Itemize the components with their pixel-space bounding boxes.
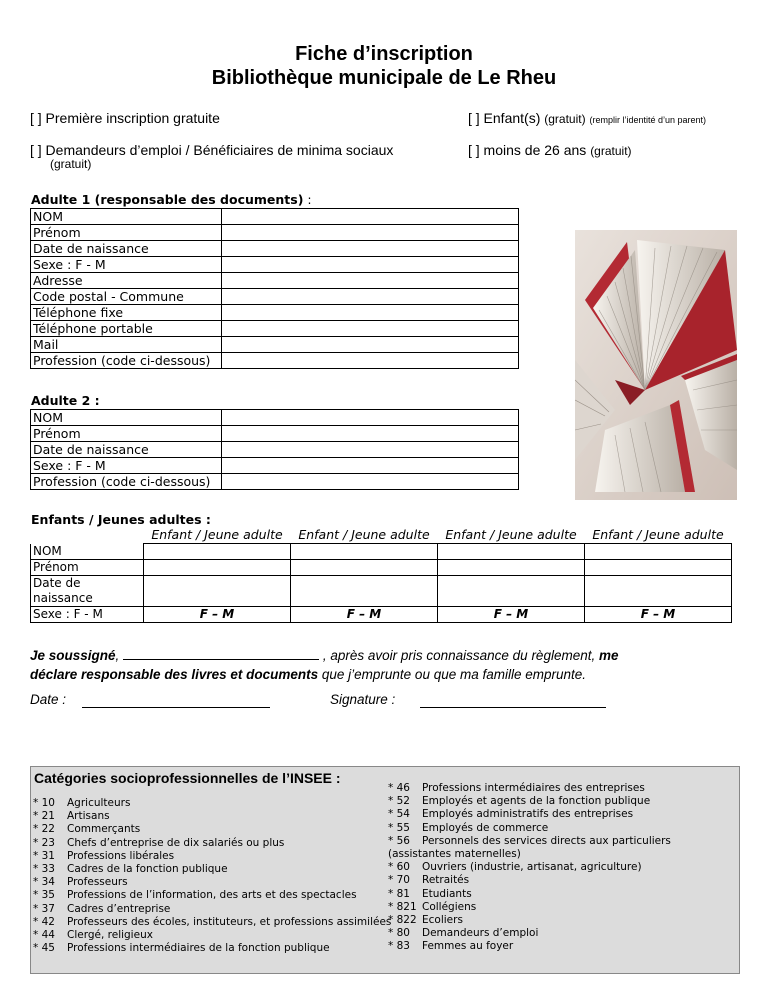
category-label: Agriculteurs: [67, 797, 131, 809]
declaration: [30, 646, 740, 684]
adult2-row: [31, 442, 519, 458]
category-code: * 52: [388, 795, 410, 808]
categories-title: Catégories socioprofessionnelles de l’INSEE :: [34, 770, 341, 786]
adult1-label: Téléphone portable: [31, 321, 222, 337]
option-child[interactable]: [468, 110, 706, 126]
category-item: [388, 874, 734, 887]
category-code: * 31: [33, 849, 55, 862]
category-code: * 83: [388, 940, 410, 953]
children-field[interactable]: [291, 560, 438, 576]
category-item: [33, 863, 391, 876]
adult1-row: [31, 321, 519, 337]
children-field[interactable]: [291, 544, 438, 560]
children-row-label: Prénom: [31, 560, 144, 576]
adult1-field[interactable]: [222, 321, 519, 337]
category-code: * 21: [33, 810, 55, 823]
category-item: [33, 797, 391, 810]
category-label: Cadres d’entreprise: [67, 902, 171, 915]
category-item: [388, 822, 734, 835]
category-label: Professions de l’information, des arts et des spectacles: [67, 889, 357, 902]
adult1-label: NOM: [31, 209, 222, 225]
children-field[interactable]: [438, 544, 585, 560]
category-label: Ecoliers: [422, 914, 463, 927]
declaration-me: me: [598, 648, 619, 663]
categories-box: [30, 766, 740, 974]
adult1-field[interactable]: [222, 273, 519, 289]
category-item: [388, 914, 734, 927]
category-code: * 10: [33, 797, 55, 809]
category-label: Professeurs: [67, 876, 128, 889]
adult1-row: [31, 273, 519, 289]
children-sex-field[interactable]: F – M: [144, 607, 291, 623]
adult1-label: Prénom: [31, 225, 222, 241]
children-field[interactable]: [585, 544, 732, 560]
category-label: Cadres de la fonction publique: [67, 863, 228, 876]
adult2-field[interactable]: [222, 410, 519, 426]
category-item: [33, 916, 391, 929]
children-table: [30, 525, 732, 623]
category-code: * 821: [388, 900, 417, 913]
category-label: Personnels des services directs aux particuliers (assistantes maternelles): [388, 834, 671, 861]
adult1-label: Mail: [31, 337, 222, 353]
adult1-row: [31, 225, 519, 241]
category-label: Retraités: [422, 874, 470, 887]
children-field[interactable]: [585, 560, 732, 576]
adult1-heading-text: Adulte 1 (responsable des documents): [31, 192, 304, 207]
category-label: Artisans: [67, 810, 110, 823]
adult1-heading-colon: :: [303, 192, 312, 207]
categories-left-list: [33, 797, 391, 955]
declaration-text-1: , après avoir pris connaissance du règlement,: [322, 648, 599, 663]
adult2-row: [31, 474, 519, 490]
adult1-field[interactable]: [222, 337, 519, 353]
children-row: [31, 544, 732, 560]
category-item: [388, 901, 734, 914]
category-label: Femmes au foyer: [422, 940, 514, 953]
category-item: [388, 861, 734, 874]
categories-right-list: [388, 782, 734, 954]
adult1-row: [31, 241, 519, 257]
category-code: * 55: [388, 821, 410, 834]
category-label: Professions intermédiaires des entreprises: [422, 782, 645, 794]
adult1-field[interactable]: [222, 225, 519, 241]
category-code: * 56: [388, 834, 410, 847]
children-row-label: NOM: [31, 544, 144, 560]
category-label: Professeurs des écoles, instituteurs, et professions assimilées: [67, 915, 392, 928]
adult1-field[interactable]: [222, 353, 519, 369]
category-code: * 37: [33, 902, 55, 915]
category-item: [33, 850, 391, 863]
children-row: [31, 607, 732, 623]
category-code: * 70: [388, 874, 410, 887]
option-child-free: (gratuit): [544, 112, 586, 126]
option-child-label: [ ] Enfant(s): [468, 110, 541, 126]
adult1-label: Adresse: [31, 273, 222, 289]
category-label: Ouvriers (industrie, artisanat, agriculture): [422, 861, 642, 874]
signature-label: Signature :: [330, 692, 396, 707]
adult1-label: Date de naissance: [31, 241, 222, 257]
category-item: [33, 889, 391, 902]
page-title: Fiche d’inscription: [295, 43, 473, 65]
option-jobseekers[interactable]: [ ] Demandeurs d’emploi / Bénéficiaires de minima sociaux: [30, 142, 394, 158]
adult1-row: [31, 257, 519, 273]
category-item: [33, 823, 391, 836]
category-code: * 23: [33, 836, 55, 849]
adult2-label: Date de naissance: [31, 442, 222, 458]
children-column-header: Enfant / Jeune adulte: [592, 526, 724, 542]
category-label: Commerçants: [67, 823, 141, 836]
adult1-field[interactable]: [222, 209, 519, 225]
category-label: Collégiens: [422, 900, 477, 913]
adult2-field[interactable]: [222, 474, 519, 490]
children-field[interactable]: [144, 544, 291, 560]
category-item: [388, 835, 734, 861]
children-field[interactable]: [438, 560, 585, 576]
option-first-registration[interactable]: [ ] Première inscription gratuite: [30, 110, 220, 126]
category-code: * 60: [388, 861, 410, 874]
page-subtitle: Bibliothèque municipale de Le Rheu: [211, 67, 557, 89]
option-jobseekers-free: (gratuit): [50, 157, 92, 171]
children-row-label: Sexe : F - M: [31, 607, 144, 623]
declaration-line1: Je soussigné, , après avoir pris connaissance du règlement, me: [30, 648, 619, 663]
adult2-label: Sexe : F - M: [31, 458, 222, 474]
adult2-label: NOM: [31, 410, 222, 426]
declaration-responsable: déclare responsable des livres et documents: [30, 667, 319, 682]
category-label: Employés de commerce: [422, 821, 549, 834]
adult2-label: Prénom: [31, 426, 222, 442]
category-item: [33, 876, 391, 889]
option-under26[interactable]: [468, 142, 632, 158]
category-code: * 822: [388, 914, 417, 927]
category-item: [33, 837, 391, 850]
date-line[interactable]: [82, 707, 270, 708]
category-item: [33, 810, 391, 823]
declaration-line2: [30, 665, 740, 684]
children-column-header: Enfant / Jeune adulte: [445, 526, 577, 542]
adult1-field[interactable]: [222, 305, 519, 321]
category-code: * 44: [33, 929, 55, 942]
children-field[interactable]: [144, 576, 291, 607]
option-under26-free: (gratuit): [590, 144, 632, 158]
category-code: * 42: [33, 915, 55, 928]
category-code: * 54: [388, 808, 410, 821]
adult1-label: Code postal - Commune: [31, 289, 222, 305]
category-code: * 45: [33, 942, 55, 955]
declaration-je-soussigne: Je soussigné: [30, 648, 116, 663]
category-label: Professions libérales: [67, 849, 175, 862]
adult2-field[interactable]: [222, 458, 519, 474]
adult1-label: Sexe : F - M: [31, 257, 222, 273]
declaration-text-2: que j’emprunte ou que ma famille emprunte.: [318, 667, 587, 682]
children-field[interactable]: [291, 576, 438, 607]
adult2-field[interactable]: [222, 442, 519, 458]
children-heading: Enfants / Jeunes adultes :: [31, 512, 211, 527]
category-code: * 35: [33, 889, 55, 902]
children-row: [31, 560, 732, 576]
adult1-field[interactable]: [222, 257, 519, 273]
category-item: [388, 808, 734, 821]
declaration-name-line[interactable]: [123, 647, 319, 660]
signature-line[interactable]: [420, 707, 606, 708]
adult2-heading: Adulte 2 :: [31, 393, 100, 408]
category-code: * 33: [33, 863, 55, 876]
children-field[interactable]: [438, 576, 585, 607]
adult1-heading: [31, 192, 312, 207]
category-item: [33, 942, 391, 955]
children-sex-field[interactable]: F – M: [291, 607, 438, 623]
category-label: Demandeurs d’emploi: [422, 927, 539, 940]
category-item: [388, 927, 734, 940]
category-code: * 22: [33, 823, 55, 836]
children-sex-field[interactable]: F – M: [438, 607, 585, 623]
children-field[interactable]: [585, 576, 732, 607]
category-label: Professions intermédiaires de la fonction publique: [67, 942, 330, 955]
category-code: * 81: [388, 887, 410, 900]
adult2-row: [31, 426, 519, 442]
children-field[interactable]: [144, 560, 291, 576]
category-code: * 34: [33, 876, 55, 889]
adult2-row: [31, 458, 519, 474]
adult1-row: [31, 353, 519, 369]
adult1-label: Téléphone fixe: [31, 305, 222, 321]
children-row: [31, 576, 732, 607]
category-label: Chefs d’entreprise de dix salariés ou plus: [67, 836, 285, 849]
option-under26-label: [ ] moins de 26 ans: [468, 142, 587, 158]
adult1-row: [31, 305, 519, 321]
category-item: [33, 929, 391, 942]
category-item: [388, 795, 734, 808]
adult1-row: [31, 209, 519, 225]
adult1-row: [31, 337, 519, 353]
adult1-field[interactable]: [222, 241, 519, 257]
category-item: [388, 782, 734, 795]
adult2-field[interactable]: [222, 426, 519, 442]
children-row-label: Date de naissance: [31, 576, 144, 607]
children-column-header: Enfant / Jeune adulte: [298, 526, 430, 542]
option-child-note: (remplir l’identité d’un parent): [589, 115, 707, 125]
category-item: [388, 940, 734, 953]
category-label: Clergé, religieux: [67, 929, 153, 942]
category-code: * 46: [388, 782, 410, 794]
children-corner: [31, 525, 144, 544]
adult2-table: [30, 409, 519, 490]
adult1-label: Profession (code ci-dessous): [31, 353, 222, 369]
category-label: Etudiants: [422, 887, 472, 900]
children-column-header: Enfant / Jeune adulte: [151, 526, 283, 542]
category-item: [33, 903, 391, 916]
adult1-table: [30, 208, 519, 369]
category-label: Employés administratifs des entreprises: [422, 808, 634, 821]
date-label: Date :: [30, 692, 67, 707]
adult2-label: Profession (code ci-dessous): [31, 474, 222, 490]
adult1-field[interactable]: [222, 289, 519, 305]
category-code: * 80: [388, 927, 410, 940]
adult2-row: [31, 410, 519, 426]
adult1-row: [31, 289, 519, 305]
books-photo: [575, 230, 737, 500]
category-label: Employés et agents de la fonction publique: [422, 795, 651, 808]
children-sex-field[interactable]: F – M: [585, 607, 732, 623]
category-item: [388, 888, 734, 901]
